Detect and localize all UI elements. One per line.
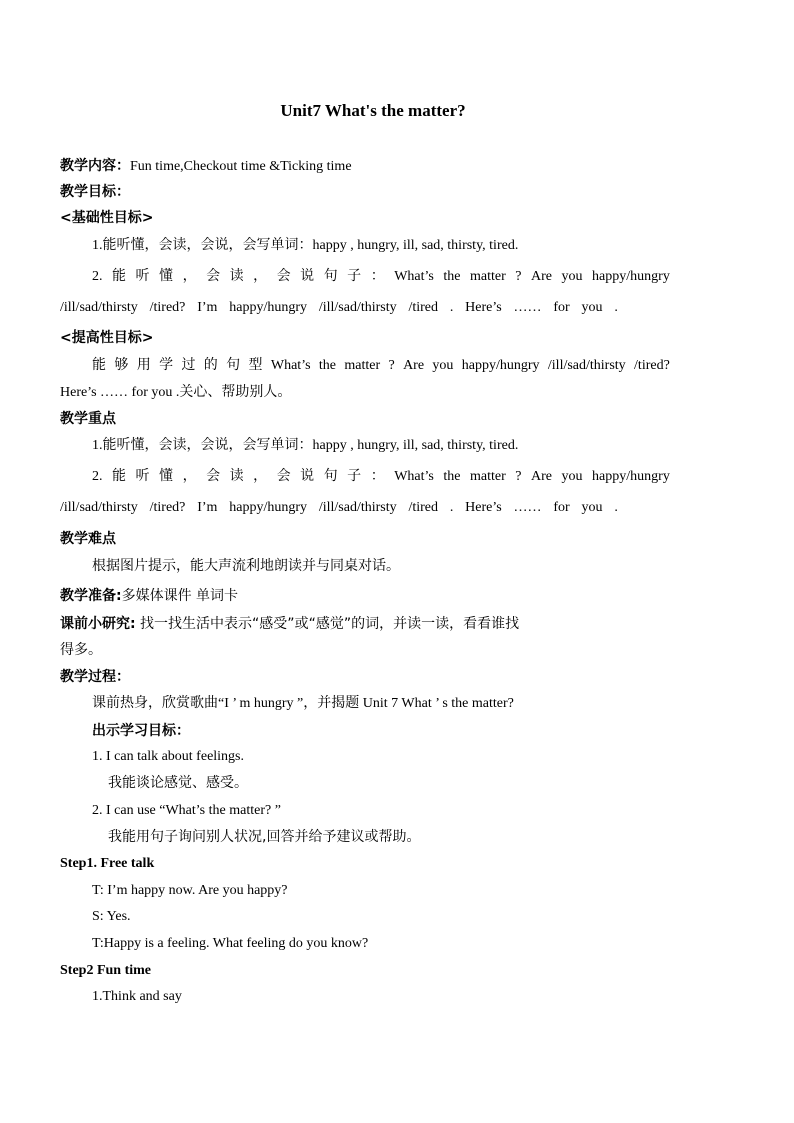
word: /ill/sad/thirsty	[547, 358, 626, 373]
word: I’m	[197, 500, 218, 515]
word: 能	[92, 358, 106, 373]
word: you	[432, 358, 454, 373]
word: 2.	[92, 269, 103, 284]
word: 过	[181, 358, 196, 373]
learning-goal-1-cn: 我能谈论感觉、感受。	[108, 775, 248, 791]
step1-teacher-line-2: T:Happy is a feeling. What feeling do you know?	[92, 936, 369, 951]
word: 能	[112, 269, 127, 284]
word: matter	[470, 469, 506, 484]
word: happy/hungry	[592, 269, 670, 284]
word: ：	[370, 269, 385, 284]
show-goals-heading: 出示学习目标：	[92, 723, 190, 739]
word: I’m	[197, 300, 218, 315]
word: happy/hungry	[461, 358, 540, 373]
word: Are	[531, 269, 553, 284]
word: happy/hungry	[229, 300, 308, 315]
word: ?	[515, 269, 522, 284]
word: 的	[203, 358, 218, 373]
word: 会	[206, 269, 221, 284]
word: /tired?	[149, 300, 186, 315]
word: /tired	[408, 300, 438, 315]
word: Here’s	[465, 500, 502, 515]
word: the	[443, 469, 461, 484]
teaching-focus-heading: 教学重点	[60, 411, 116, 427]
word: 懂	[159, 269, 174, 284]
word: ，	[253, 469, 268, 484]
word: What’s	[270, 358, 311, 373]
word: 2.	[92, 469, 103, 484]
word: 听	[135, 469, 150, 484]
word: What’s	[394, 469, 434, 484]
teaching-process-heading: 教学过程：	[60, 669, 130, 685]
learning-goal-2-en: 2. I can use “What’s the matter? ”	[92, 803, 281, 818]
word: for	[553, 500, 570, 515]
teaching-prep-line	[60, 587, 238, 606]
word: 句	[226, 358, 241, 373]
word: .	[614, 500, 618, 515]
word: What’s	[394, 269, 434, 284]
basic-goals-heading: <基础性目标>	[60, 210, 154, 226]
word: ，	[182, 469, 197, 484]
teaching-prep-label: 教学准备:	[60, 588, 122, 604]
word: 会	[276, 269, 291, 284]
word: you	[581, 300, 603, 315]
word: for	[553, 300, 570, 315]
word: 句	[323, 269, 338, 284]
word: /ill/sad/thirsty	[318, 300, 397, 315]
step2-item-1: 1.Think and say	[92, 989, 182, 1004]
word: you	[561, 269, 583, 284]
teaching-prep-text: 多媒体课件 单词卡	[121, 588, 239, 604]
advanced-goal-2: Here’s …… for you .关心、帮助别人。	[60, 385, 292, 400]
word: .	[449, 300, 454, 315]
advanced-goals-heading: <提高性目标>	[60, 330, 154, 346]
word: 型	[248, 358, 263, 373]
step1-teacher-line-1: T: I’m happy now. Are you happy?	[92, 883, 288, 898]
word: /tired	[408, 500, 438, 515]
pre-class-research-label: 课前小研究:	[60, 616, 136, 632]
difficulty-item-1: 根据图片提示，能大声流利地朗读并与同桌对话。	[92, 558, 400, 574]
word: ?	[388, 358, 395, 373]
word: ?	[515, 469, 522, 484]
word: happy/hungry	[592, 469, 670, 484]
word: ，	[253, 269, 268, 284]
step1-student-line: S: Yes.	[92, 909, 131, 924]
word: 说	[300, 469, 315, 484]
word: ：	[370, 469, 385, 484]
learning-goal-2-cn: 我能用句子询问别人状况,回答并给予建议或帮助。	[108, 829, 421, 845]
word: 能	[112, 469, 127, 484]
basic-goal-2	[92, 268, 670, 286]
word: ，	[182, 269, 197, 284]
teaching-content-line	[60, 157, 352, 176]
word: 读	[229, 469, 244, 484]
word: Here’s	[465, 300, 502, 315]
word: /ill/sad/thirsty	[60, 500, 138, 515]
word: .	[449, 500, 454, 515]
focus-item-2-continued	[60, 499, 618, 517]
word: ……	[513, 300, 542, 315]
basic-goal-2-continued	[60, 299, 618, 317]
word: .	[614, 300, 618, 315]
teaching-goals-heading: 教学目标：	[60, 184, 130, 200]
teaching-content-label: 教学内容：	[60, 158, 130, 174]
word: /ill/sad/thirsty	[60, 300, 138, 315]
word: 懂	[159, 469, 174, 484]
word: /tired?	[634, 358, 670, 373]
step1-heading: Step1. Free talk	[60, 856, 155, 871]
word: 听	[135, 269, 150, 284]
word: 学	[159, 358, 174, 373]
word: 说	[300, 269, 315, 284]
word: matter	[470, 269, 506, 284]
word: /ill/sad/thirsty	[318, 500, 397, 515]
word: Are	[403, 358, 425, 373]
word: 子	[347, 469, 362, 484]
teaching-content-text: Fun time,Checkout time &Ticking time	[130, 159, 352, 174]
word: Are	[531, 469, 553, 484]
pre-class-research-text: 找一找生活中表示“感受”或“感觉”的词，并读一读，看看谁找	[135, 616, 520, 632]
advanced-goal-1	[92, 357, 670, 375]
focus-item-2	[92, 468, 670, 486]
focus-item-1: 1.能听懂，会读，会说，会写单词：happy , hungry, ill, sad, thirsty, tired.	[92, 438, 519, 453]
learning-goal-1-en: 1. I can talk about feelings.	[92, 749, 245, 764]
basic-goal-1: 1.能听懂，会读，会说，会写单词：happy , hungry, ill, sad, thirsty, tired.	[92, 238, 519, 253]
word: the	[443, 269, 461, 284]
word: you	[561, 469, 583, 484]
word: 够	[114, 358, 129, 373]
word: 用	[136, 358, 151, 373]
page-title: Unit7 What's the matter?	[280, 101, 466, 120]
pre-class-research-line	[60, 615, 519, 634]
word: the	[318, 358, 336, 373]
word: 读	[229, 269, 244, 284]
word: 子	[347, 269, 362, 284]
word: matter	[344, 358, 381, 373]
teaching-difficulty-heading: 教学难点	[60, 531, 116, 547]
warm-up-line: 课前热身，欣赏歌曲“I ’ m hungry ”，并揭题 Unit 7 What ’ s the matter?	[92, 696, 514, 711]
pre-class-research-continued: 得多。	[60, 642, 102, 658]
word: ……	[513, 500, 542, 515]
step2-heading: Step2 Fun time	[60, 963, 151, 978]
word: you	[581, 500, 603, 515]
word: 句	[323, 469, 338, 484]
word: happy/hungry	[229, 500, 308, 515]
word: 会	[276, 469, 291, 484]
word: 会	[206, 469, 221, 484]
word: /tired?	[149, 500, 186, 515]
